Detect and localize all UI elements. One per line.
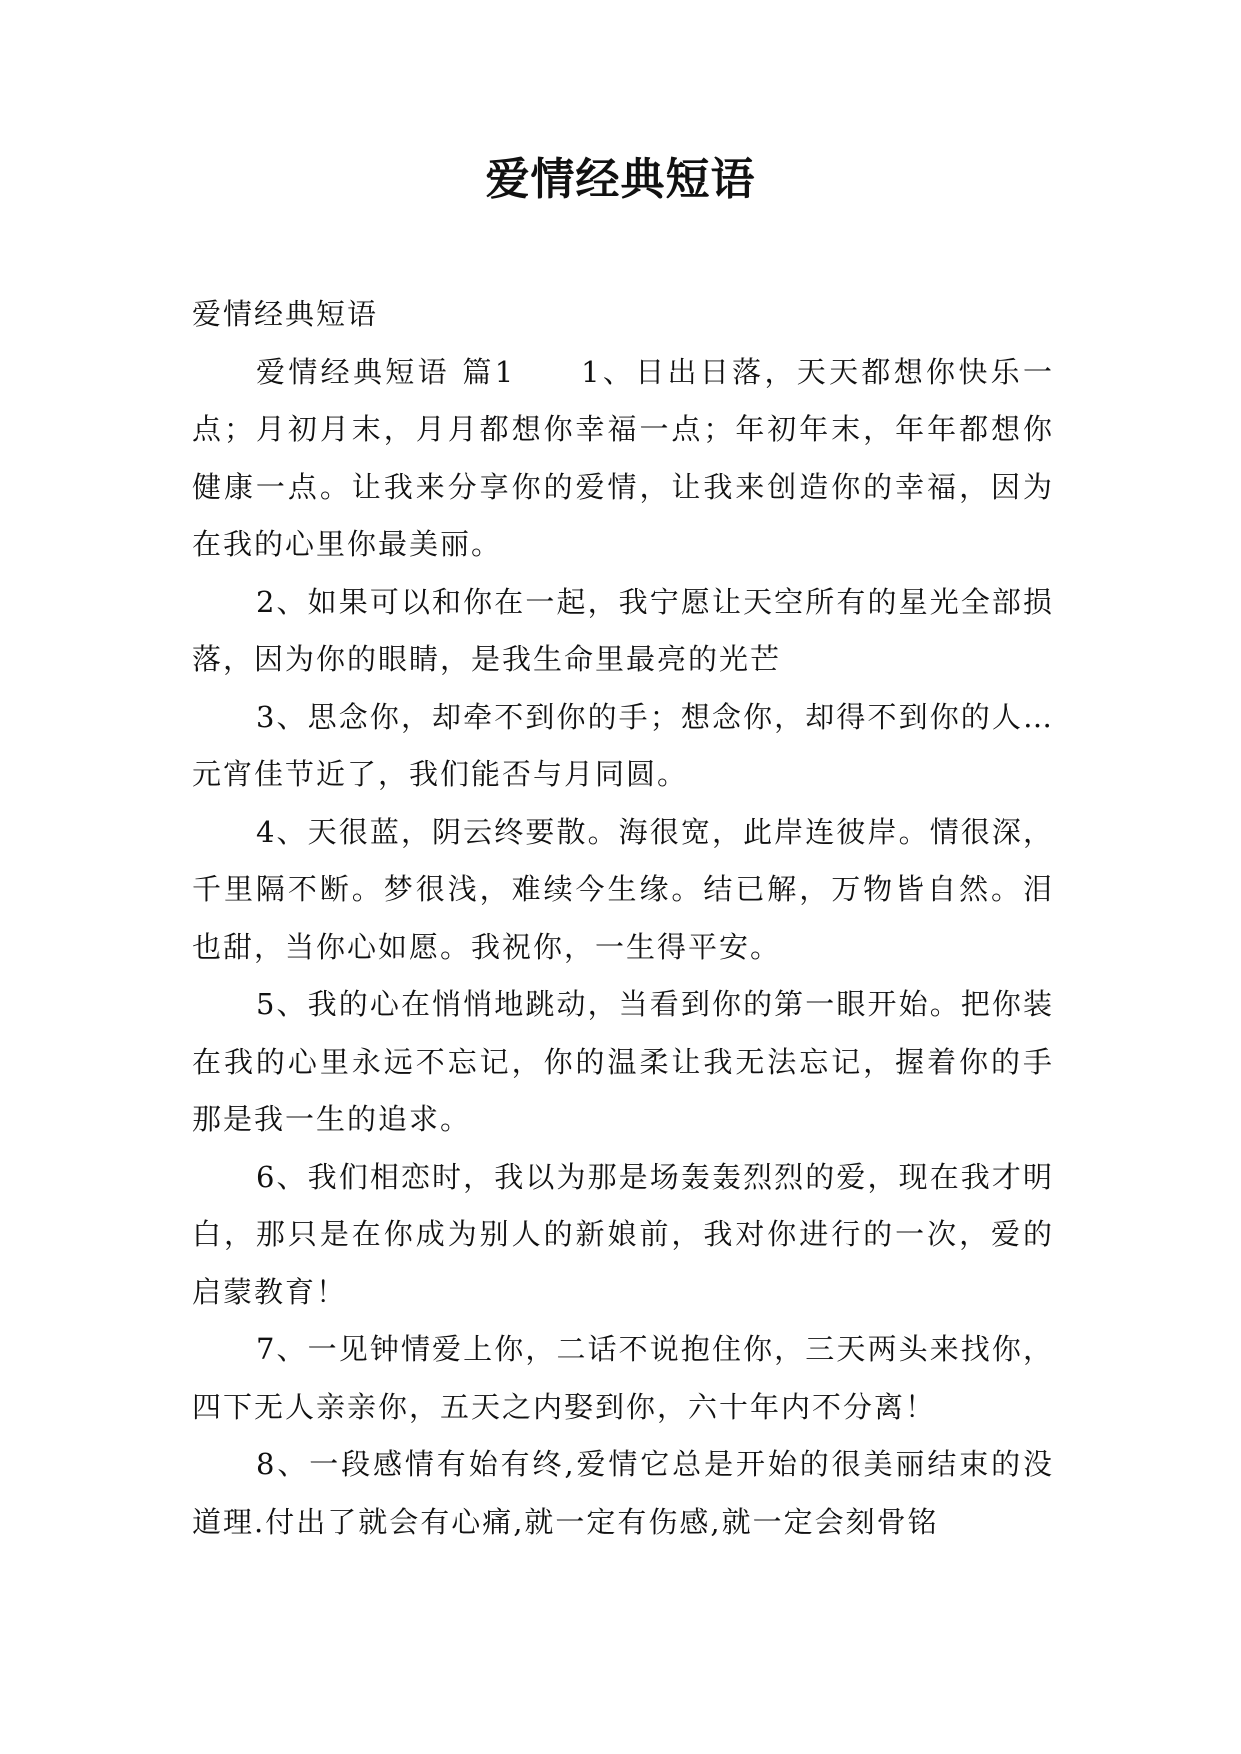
paragraph-6: 6、我们相恋时，我以为那是场轰轰烈烈的爱，现在我才明白，那只是在你成为别人的新娘前，我对你进行的一次，爱的启蒙教育！ <box>192 1159 1054 1309</box>
paragraph-5: 5、我的心在悄悄地跳动，当看到你的第一眼开始。把你装在我的心里永远不忘记，你的温柔让我无法忘记，握着你的手那是我一生的追求。 <box>192 987 1054 1136</box>
paragraph-8: 8、一段感情有始有终,爱情它总是开始的很美丽结束的没道理.付出了就会有心痛,就一定有伤感,就一定会刻骨铭 <box>192 1447 1054 1539</box>
paragraph-1: 爱情经典短语 篇1 1、日出日落，天天都想你快乐一点；月初月末，月月都想你幸福一点；年初年末，年年都想你健康一点。让我来分享你的爱情，让我来创造你的幸福，因为在我的心里你最美丽。 <box>192 354 1054 561</box>
document-subtitle: 爱情经典短语 <box>192 297 379 331</box>
document-body <box>192 286 1054 1551</box>
paragraph-7: 7、一见钟情爱上你，二话不说抱住你，三天两头来找你，四下无人亲亲你，五天之内娶到你，六十年内不分离！ <box>192 1332 1054 1424</box>
paragraph-3: 3、思念你，却牵不到你的手；想念你，却得不到你的人… 元宵佳节近了，我们能否与月同圆。 <box>192 699 1054 791</box>
paragraph-2: 2、如果可以和你在一起，我宁愿让天空所有的星光全部损落，因为你的眼睛，是我生命里最亮的光芒 <box>192 584 1054 676</box>
document-title: 爱情经典短语 <box>485 154 756 205</box>
paragraph-4: 4、天很蓝，阴云终要散。海很宽，此岸连彼岸。情很深，千里隔不断。梦很浅，难续今生缘。结已解，万物皆自然。泪也甜，当你心如愿。我祝你，一生得平安。 <box>192 814 1054 964</box>
